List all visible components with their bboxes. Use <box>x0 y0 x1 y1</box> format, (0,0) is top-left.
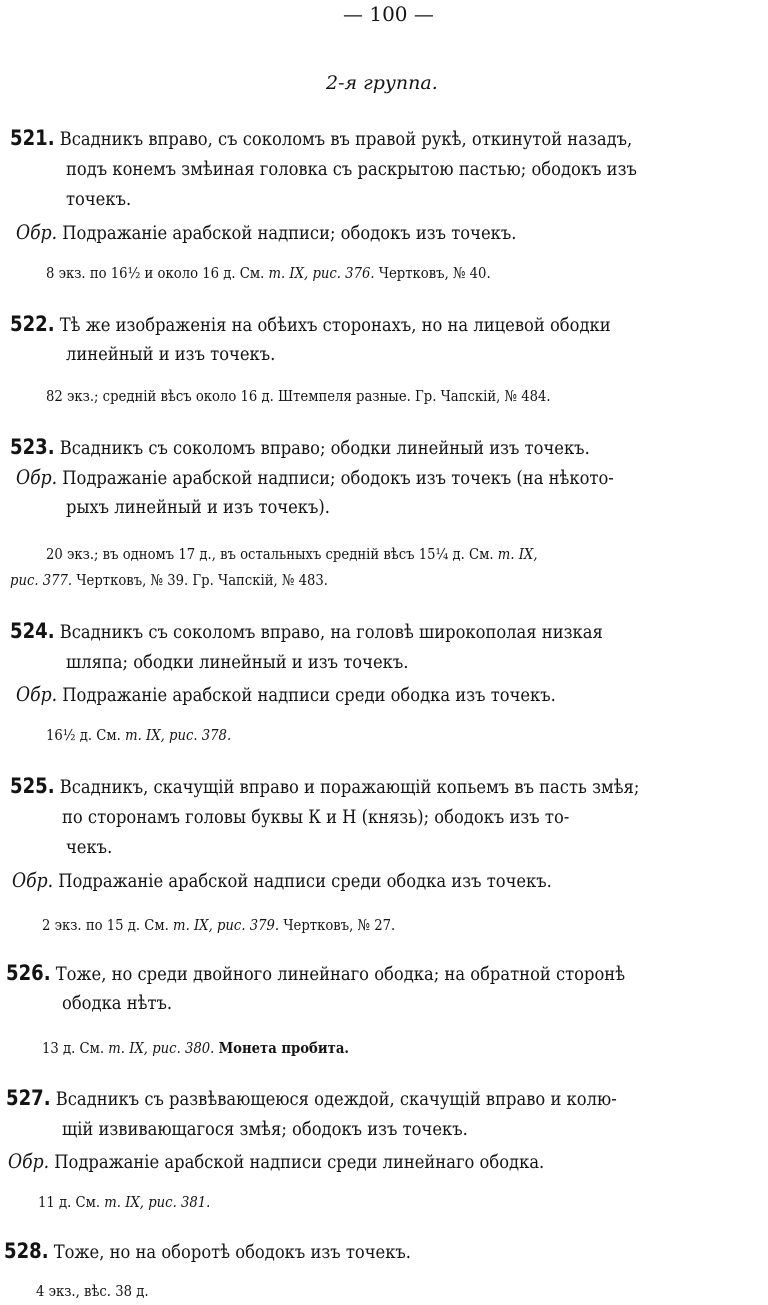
obverse-text: Подражаніе арабской надписи среди ободка изъ точекъ. <box>62 684 556 706</box>
page-number: — 100 — <box>343 2 434 26</box>
note-text: 20 экз.; въ одномъ 17 д., въ остальныхъ средній вѣсъ 15¼ д. См. <box>46 545 494 563</box>
entry-524-note <box>46 728 231 743</box>
entry-523-note-1 <box>46 547 538 562</box>
group-title: 2-я группа. <box>326 72 438 94</box>
note-ref-figure: рис. 379. <box>216 916 280 934</box>
entry-523-line-1 <box>10 437 590 458</box>
note-ref-figure: рис. 381. <box>148 1193 211 1211</box>
note-ref-volume: т. IX, <box>173 916 213 934</box>
entry-number: 524. <box>10 619 55 643</box>
note-ref-figure: рис. 376. <box>312 264 375 282</box>
entry-526-line-1 <box>6 963 625 984</box>
obverse-label: Обр. <box>16 682 58 706</box>
note-ref-volume: т. IX, <box>497 545 538 563</box>
obverse-text: Подражаніе арабской надписи; ободокъ изъ точекъ (на нѣкото- <box>62 467 614 489</box>
obverse-text: Подражаніе арабской надписи; ободокъ изъ точекъ. <box>62 222 517 244</box>
entry-523-note-2 <box>10 573 328 588</box>
entry-525-line-2: по сторонамъ головы буквы К и Н (князь); ободокъ изъ то- <box>62 806 570 828</box>
entry-text: Всадникъ, скачущій вправо и поражающій копьемъ въ пасть змѣя; <box>59 776 640 798</box>
entry-525-note <box>42 918 395 933</box>
note-ref-figure: рис. 377. <box>10 571 73 589</box>
entry-524-obverse <box>16 684 556 705</box>
entry-526-note <box>42 1041 349 1056</box>
entry-524-line-2: шляпа; ободки линейный и изъ точекъ. <box>66 651 409 673</box>
note-source: Чертковъ, № 39. Гр. Чапскій, № 483. <box>76 571 328 589</box>
entry-523-obverse-1 <box>16 467 614 488</box>
entry-521-line-1 <box>10 128 632 149</box>
entry-text: Тоже, но среди двойного линейнаго ободка; на обратной сторонѣ <box>55 963 626 985</box>
entry-521-line-2: подъ конемъ змѣиная головка съ раскрытою пастью; ободокъ изъ <box>66 158 637 180</box>
entry-525-obverse <box>12 870 552 891</box>
note-text: 11 д. См. <box>38 1193 101 1211</box>
note-text: 2 экз. по 15 д. См. <box>42 916 169 934</box>
note-text: 8 экз. по 16½ и около 16 д. См. <box>46 264 265 282</box>
entry-526-line-2: ободка нѣтъ. <box>62 992 173 1014</box>
entry-525-line-3: чекъ. <box>66 836 113 858</box>
note-source: Чертковъ, № 40. <box>378 264 491 282</box>
entry-text: Тоже, но на оборотѣ ободокъ изъ точекъ. <box>53 1241 412 1263</box>
entry-527-line-1 <box>6 1088 617 1109</box>
entry-text: Тѣ же изображенія на обѣихъ сторонахъ, но на лицевой ободки <box>59 314 611 336</box>
note-ref-volume: т. IX, <box>108 1039 149 1057</box>
entry-522-line-2: линейный и изъ точекъ. <box>66 343 276 365</box>
entry-521-line-3: точекъ. <box>66 188 132 210</box>
entry-524-line-1 <box>10 621 603 642</box>
entry-number: 527. <box>6 1086 51 1110</box>
entry-527-obverse <box>8 1151 544 1172</box>
entry-527-note <box>38 1195 210 1210</box>
entry-528-line-1 <box>4 1241 411 1262</box>
entry-number: 525. <box>10 774 55 798</box>
entry-number: 526. <box>6 961 51 985</box>
note-source: Чертковъ, № 27. <box>283 916 396 934</box>
entry-text: Всадникъ съ соколомъ вправо; ободки линейный изъ точекъ. <box>59 437 590 459</box>
obverse-label: Обр. <box>12 868 54 892</box>
entry-527-line-2: щій извивающагося змѣя; ободокъ изъ точекъ. <box>62 1118 468 1140</box>
entry-521-note <box>46 266 491 281</box>
entry-number: 521. <box>10 126 55 150</box>
entry-number: 522. <box>10 312 55 336</box>
entry-522-line-1 <box>10 314 611 335</box>
entry-521-obverse <box>16 222 516 243</box>
entry-number: 523. <box>10 435 55 459</box>
entry-528-note: 4 экз., вѣс. 38 д. <box>36 1282 149 1300</box>
obverse-label: Обр. <box>8 1149 50 1173</box>
entry-text: Всадникъ вправо, съ соколомъ въ правой рукѣ, откинутой назадъ, <box>59 128 633 150</box>
note-text: 16½ д. См. <box>46 726 121 744</box>
entry-525-line-1 <box>10 776 639 797</box>
note-ref-volume: т. IX, <box>268 264 309 282</box>
note-ref-figure: рис. 378. <box>169 726 232 744</box>
obverse-label: Обр. <box>16 220 58 244</box>
entry-text: Всадникъ съ развѣвающеюся одеждой, скачущій вправо и колю- <box>55 1088 617 1110</box>
entry-text: Всадникъ съ соколомъ вправо, на головѣ широкополая низкая <box>59 621 603 643</box>
note-text: 13 д. См. <box>42 1039 105 1057</box>
entry-522-note: 82 экз.; средній вѣсъ около 16 д. Штемпеля разные. Гр. Чапскій, № 484. <box>46 387 551 405</box>
obverse-text: Подражаніе арабской надписи среди линейнаго ободка. <box>54 1151 545 1173</box>
note-ref-volume: т. IX, <box>125 726 165 744</box>
entry-number: 528. <box>4 1239 49 1263</box>
note-ref-figure: рис. 380. <box>152 1039 215 1057</box>
entry-523-obverse-2: рыхъ линейный и изъ точекъ). <box>66 496 330 518</box>
obverse-text: Подражаніе арабской надписи среди ободка изъ точекъ. <box>58 870 552 892</box>
obverse-label: Обр. <box>16 465 58 489</box>
note-source: Монета пробита. <box>218 1039 349 1057</box>
note-ref-volume: т. IX, <box>104 1193 145 1211</box>
